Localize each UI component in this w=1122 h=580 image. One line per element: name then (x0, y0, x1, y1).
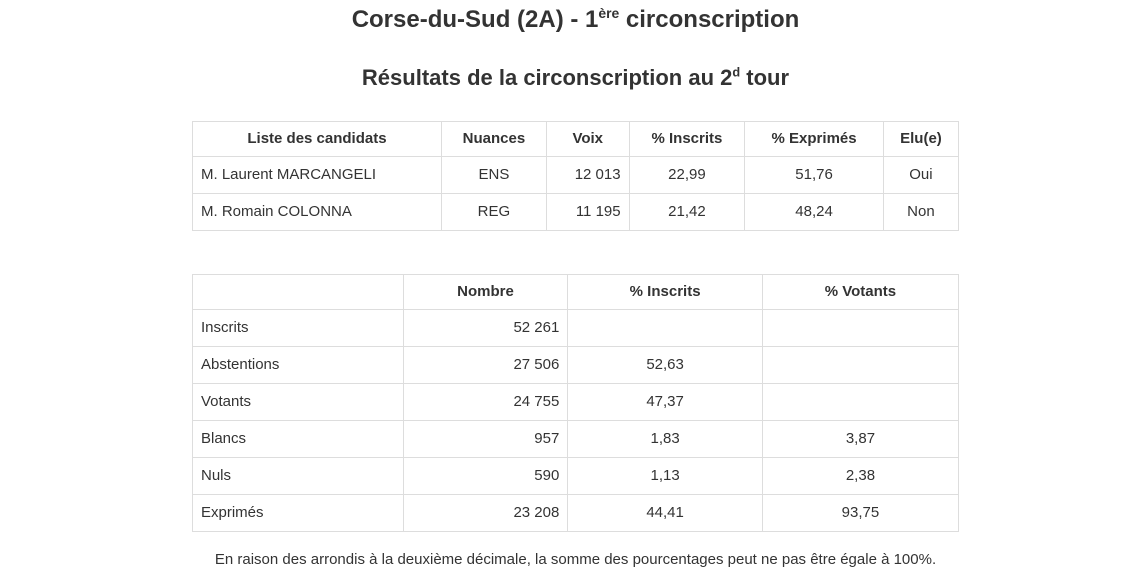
participation-row-nuls (193, 458, 959, 495)
row-nombre: 27 506 (403, 347, 568, 384)
row-pct-votants: 3,87 (762, 421, 958, 458)
col-header-elu: Elu(e) (883, 122, 958, 157)
row-pct-votants (762, 310, 958, 347)
row-label: Abstentions (193, 347, 404, 384)
col-header-nuances: Nuances (441, 122, 546, 157)
row-nombre: 23 208 (403, 495, 568, 532)
row-pct-inscrits: 1,83 (568, 421, 763, 458)
participation-table (192, 274, 959, 532)
row-nombre: 957 (403, 421, 568, 458)
candidate-row (193, 157, 959, 194)
col-header-pct-inscrits: % Inscrits (629, 122, 745, 157)
page-title-text: Corse-du-Sud (2A) - 1 (351, 6, 599, 33)
candidate-pct-inscrits: 22,99 (629, 157, 745, 194)
page-title-suffix: circonscription (619, 6, 800, 33)
row-pct-inscrits: 47,37 (568, 384, 763, 421)
row-nombre: 24 755 (403, 384, 568, 421)
candidates-header-row (193, 122, 959, 157)
participation-header-row (193, 275, 959, 310)
row-pct-inscrits: 1,13 (568, 458, 763, 495)
row-pct-inscrits: 44,41 (568, 495, 763, 532)
row-label: Inscrits (193, 310, 404, 347)
candidate-elu: Non (883, 194, 958, 231)
col-header-pct-votants: % Votants (762, 275, 958, 310)
row-label: Blancs (193, 421, 404, 458)
row-pct-votants (762, 347, 958, 384)
col-header-nombre: Nombre (403, 275, 568, 310)
page-title-superscript: ère (598, 5, 620, 21)
candidate-row (193, 194, 959, 231)
candidate-pct-exprimes: 48,24 (745, 194, 884, 231)
row-pct-inscrits: 52,63 (568, 347, 763, 384)
section-title (192, 65, 959, 91)
participation-row-blancs (193, 421, 959, 458)
candidate-voix: 11 195 (546, 194, 629, 231)
col-header-pct-exprimes: % Exprimés (745, 122, 884, 157)
section-title-suffix: tour (740, 64, 790, 90)
candidate-voix: 12 013 (546, 157, 629, 194)
row-label: Nuls (193, 458, 404, 495)
participation-row-abstentions (193, 347, 959, 384)
row-pct-inscrits (568, 310, 763, 347)
candidate-pct-exprimes: 51,76 (745, 157, 884, 194)
row-label: Exprimés (193, 495, 404, 532)
participation-row-exprimes (193, 495, 959, 532)
section-title-superscript: d (732, 64, 741, 80)
col-header-pct-inscrits: % Inscrits (568, 275, 763, 310)
content-container (192, 0, 959, 570)
row-label: Votants (193, 384, 404, 421)
candidate-nuance: ENS (441, 157, 546, 194)
col-header-liste-des-candidats: Liste des candidats (193, 122, 442, 157)
col-header-empty (193, 275, 404, 310)
candidate-pct-inscrits: 21,42 (629, 194, 745, 231)
candidate-name: M. Laurent MARCANGELI (193, 157, 442, 194)
participation-row-votants (193, 384, 959, 421)
row-pct-votants (762, 384, 958, 421)
row-nombre: 52 261 (403, 310, 568, 347)
candidate-nuance: REG (441, 194, 546, 231)
candidate-name: M. Romain COLONNA (193, 194, 442, 231)
row-nombre: 590 (403, 458, 568, 495)
col-header-voix: Voix (546, 122, 629, 157)
rounding-footnote: En raison des arrondis à la deuxième décimale, la somme des pourcentages peut ne pas être égale à 100%. (214, 551, 937, 569)
row-pct-votants: 93,75 (762, 495, 958, 532)
candidates-results-table (192, 121, 959, 231)
candidate-elu: Oui (883, 157, 958, 194)
section-title-text: Résultats de la circonscription au 2 (361, 64, 733, 90)
row-pct-votants: 2,38 (762, 458, 958, 495)
participation-row-inscrits (193, 310, 959, 347)
page-title (192, 6, 959, 35)
